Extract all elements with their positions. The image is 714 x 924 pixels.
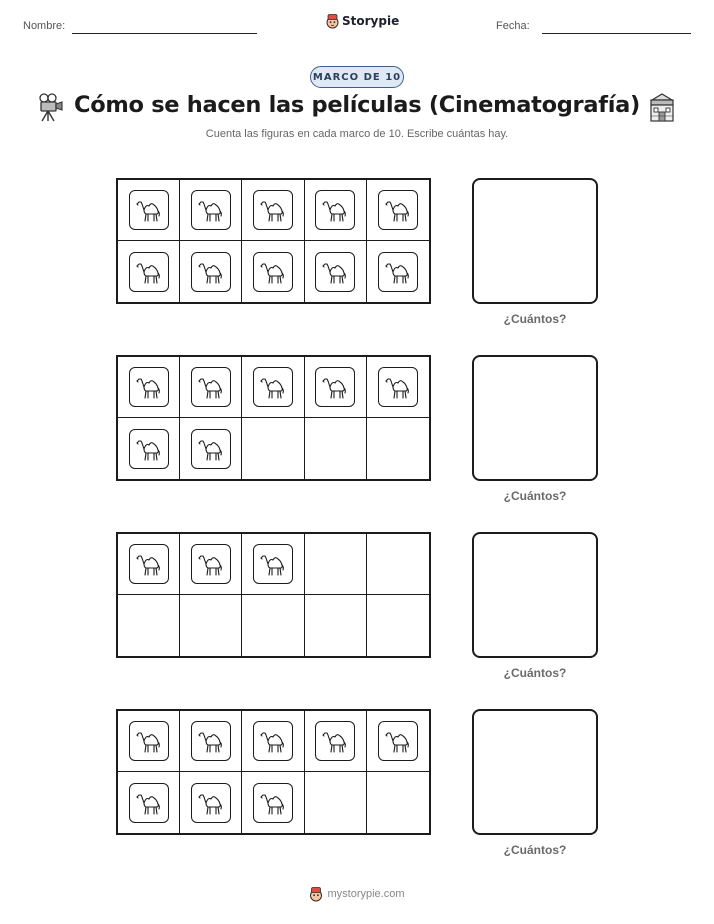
- frame-cell: [367, 241, 429, 302]
- frame-cell: [305, 772, 367, 833]
- question-label: ¿Cuántos?: [503, 489, 567, 503]
- camel-icon: [129, 367, 169, 407]
- camel-icon: [129, 190, 169, 230]
- ten-frame: [116, 709, 431, 835]
- camel-icon: [129, 721, 169, 761]
- frame-cell: [367, 534, 429, 595]
- camel-icon: [129, 252, 169, 292]
- frame-cell: [305, 241, 367, 302]
- answer-box[interactable]: [472, 178, 598, 304]
- frame-cell: [305, 711, 367, 772]
- ten-frame: [116, 355, 431, 481]
- answer-box[interactable]: [472, 355, 598, 481]
- page-title: Cómo se hacen las películas (Cinematografía): [73, 92, 640, 118]
- camel-icon: [191, 252, 231, 292]
- frame-cell: [367, 772, 429, 833]
- camel-icon: [315, 252, 355, 292]
- frame-cell: [242, 772, 304, 833]
- frame-cell: [118, 241, 180, 302]
- name-field[interactable]: [72, 33, 257, 34]
- camel-icon: [129, 429, 169, 469]
- frame-cell: [180, 772, 242, 833]
- frame-cell: [180, 711, 242, 772]
- camel-icon: [129, 544, 169, 584]
- camel-icon: [253, 783, 293, 823]
- frame-cell: [242, 180, 304, 241]
- frame-cell: [242, 534, 304, 595]
- camel-icon: [253, 721, 293, 761]
- camel-icon: [315, 190, 355, 230]
- frame-cell: [305, 418, 367, 479]
- frame-cell: [242, 711, 304, 772]
- frame-cell: [118, 418, 180, 479]
- camel-icon: [315, 721, 355, 761]
- footer-url: mystorypie.com: [327, 888, 405, 900]
- frame-cell: [118, 534, 180, 595]
- frame-cell: [305, 595, 367, 656]
- question-label: ¿Cuántos?: [503, 666, 567, 680]
- name-label: Nombre:: [23, 20, 66, 32]
- frame-cell: [367, 711, 429, 772]
- date-field[interactable]: [542, 33, 691, 34]
- frame-cell: [118, 595, 180, 656]
- frame-cell: [180, 534, 242, 595]
- frame-cell: [180, 357, 242, 418]
- ten-frame: [116, 178, 431, 304]
- frame-cell: [242, 595, 304, 656]
- frame-cell: [367, 595, 429, 656]
- frame-cell: [118, 357, 180, 418]
- storypie-logo-icon: [326, 13, 339, 29]
- camel-icon: [191, 544, 231, 584]
- camel-icon: [191, 783, 231, 823]
- camel-icon: [253, 190, 293, 230]
- instructions: Cuenta las figuras en cada marco de 10. Escribe cuántas hay.: [205, 128, 509, 140]
- frame-cell: [180, 180, 242, 241]
- movie-theater-icon: [648, 92, 676, 122]
- frame-cell: [367, 180, 429, 241]
- frame-cell: [118, 180, 180, 241]
- camel-icon: [378, 252, 418, 292]
- frame-cell: [118, 711, 180, 772]
- camel-icon: [191, 721, 231, 761]
- question-label: ¿Cuántos?: [503, 843, 567, 857]
- frame-cell: [180, 241, 242, 302]
- question-label: ¿Cuántos?: [503, 312, 567, 326]
- footer: [0, 886, 714, 902]
- camel-icon: [191, 429, 231, 469]
- frame-cell: [242, 241, 304, 302]
- camel-icon: [378, 367, 418, 407]
- camel-icon: [378, 721, 418, 761]
- frame-cell: [180, 595, 242, 656]
- camel-icon: [129, 783, 169, 823]
- camel-icon: [378, 190, 418, 230]
- worksheet-type-badge: MARCO DE 10: [310, 66, 404, 88]
- camel-icon: [191, 367, 231, 407]
- storypie-logo: [326, 13, 399, 29]
- frame-cell: [367, 418, 429, 479]
- frame-cell: [367, 357, 429, 418]
- frame-cell: [305, 534, 367, 595]
- storypie-logo-icon: [309, 886, 323, 902]
- ten-frame: [116, 532, 431, 658]
- date-label: Fecha:: [496, 20, 530, 32]
- frame-cell: [242, 357, 304, 418]
- camel-icon: [191, 190, 231, 230]
- camel-icon: [253, 252, 293, 292]
- answer-box[interactable]: [472, 709, 598, 835]
- camel-icon: [315, 367, 355, 407]
- camel-icon: [253, 544, 293, 584]
- frame-cell: [180, 418, 242, 479]
- frame-cell: [118, 772, 180, 833]
- frame-cell: [305, 357, 367, 418]
- frame-cell: [242, 418, 304, 479]
- logo-text: Storypie: [342, 14, 400, 28]
- answer-box[interactable]: [472, 532, 598, 658]
- camel-icon: [253, 367, 293, 407]
- frame-cell: [305, 180, 367, 241]
